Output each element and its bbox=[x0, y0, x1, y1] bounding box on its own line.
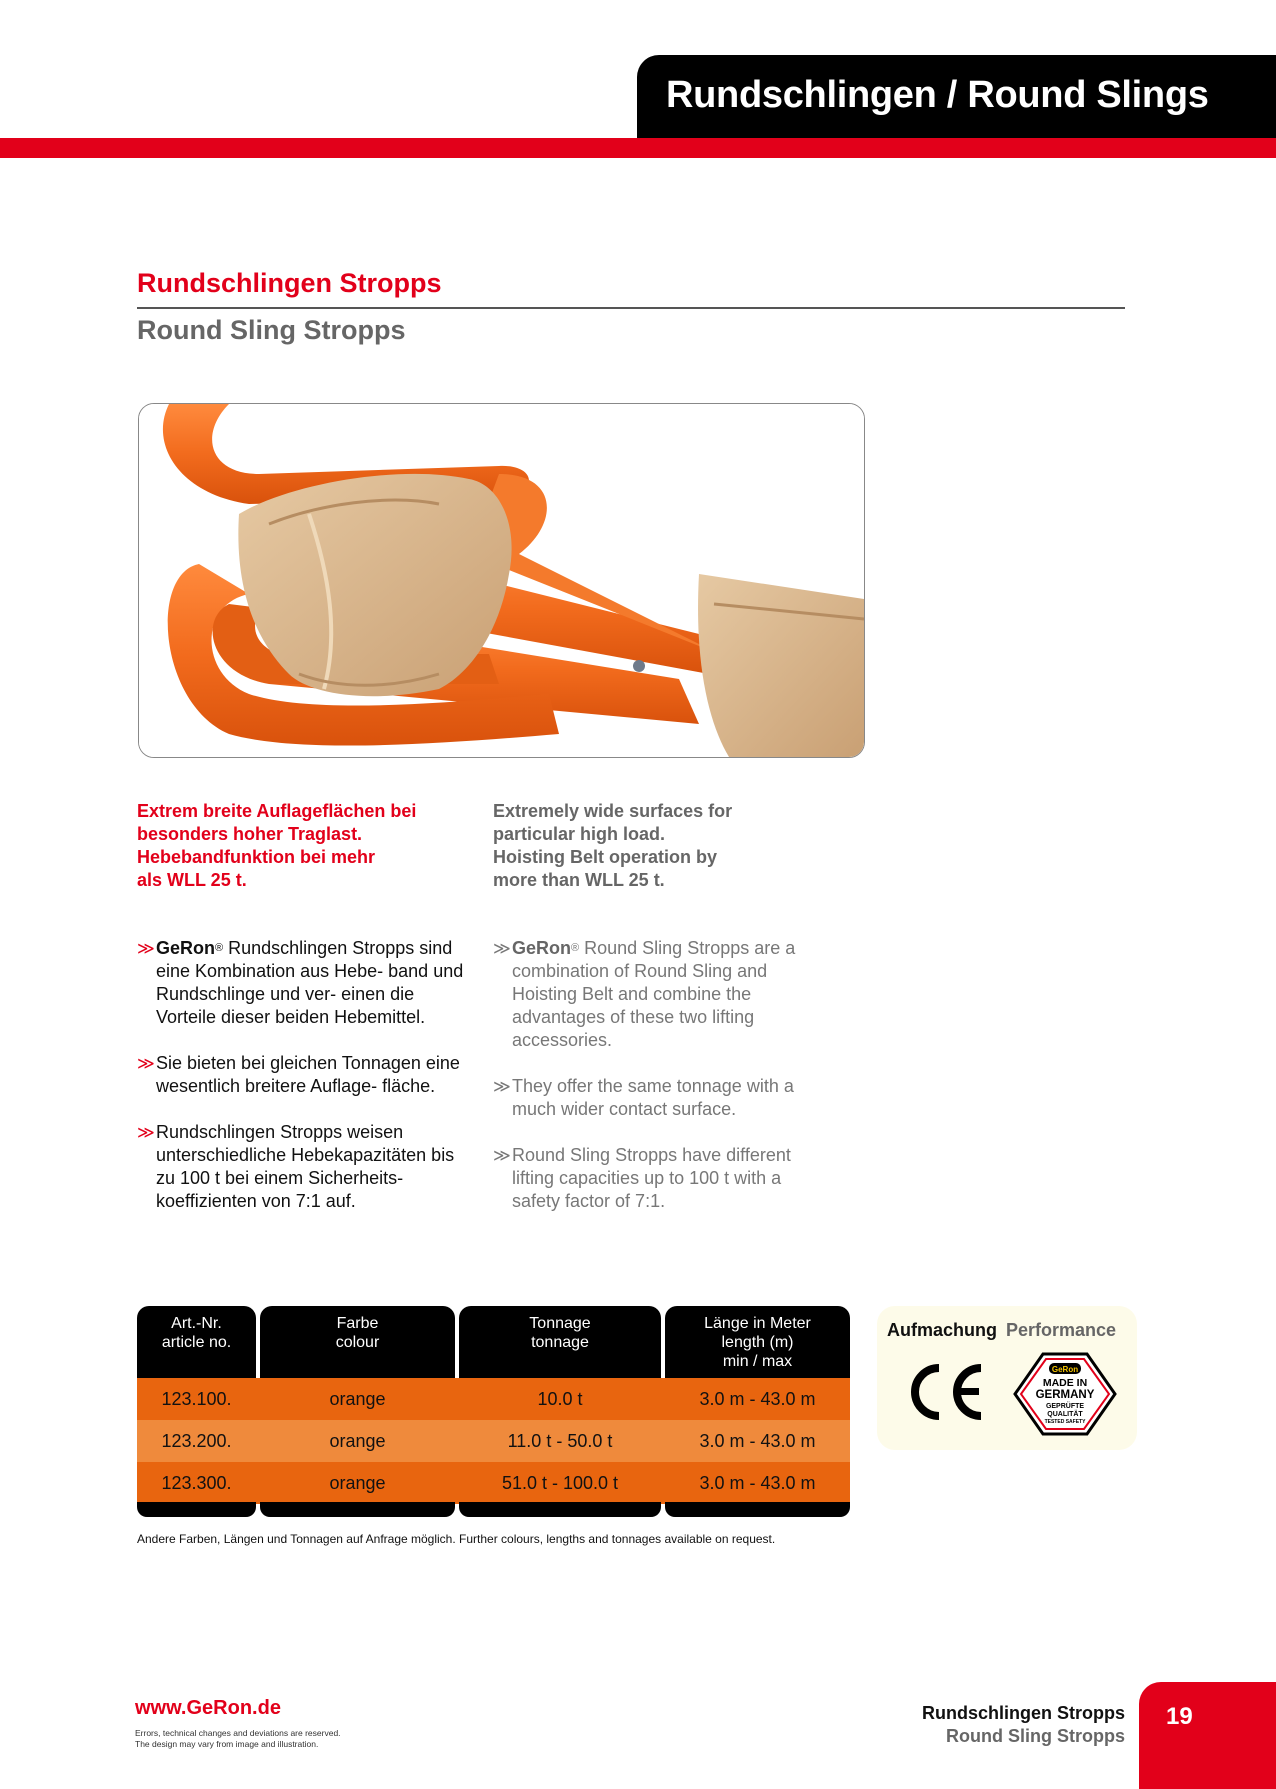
bullet-list-en bbox=[493, 937, 823, 1236]
badge-line: GEPRÜFTE bbox=[1045, 1403, 1085, 1410]
bullet-item bbox=[137, 937, 467, 1029]
badge-line: MADE IN bbox=[1042, 1377, 1088, 1389]
bullet-arrow-icon: ≫ bbox=[493, 939, 511, 958]
bullet-text: Rundschlingen Stropps weisen unterschiedliche Hebekapazitäten bis zu 100 t bei einem Sicherheits- koeffizienten von 7:1 auf. bbox=[156, 1122, 455, 1211]
brand-name: GeRon bbox=[156, 938, 216, 958]
footer-disclaimer bbox=[135, 1728, 341, 1750]
spec-table bbox=[137, 1306, 850, 1521]
header-line: Tonnage bbox=[529, 1315, 591, 1332]
badge-brand: GeRon bbox=[1051, 1365, 1079, 1374]
bullet-item bbox=[493, 1144, 823, 1213]
table-row bbox=[137, 1420, 850, 1462]
cell-article: 123.100. bbox=[161, 1389, 232, 1409]
header-line: article no. bbox=[161, 1334, 232, 1351]
cell-article: 123.300. bbox=[161, 1473, 232, 1493]
ce-mark-icon bbox=[905, 1362, 987, 1422]
cell-article: 123.200. bbox=[161, 1431, 232, 1451]
header-line: min / max bbox=[722, 1353, 793, 1370]
bullet-text: Round Sling Stropps have different lifting capacities up to 100 t with a safety factor of 7:1. bbox=[512, 1145, 791, 1211]
cell-length: 3.0 m - 43.0 m bbox=[699, 1389, 816, 1409]
bullet-arrow-icon: ≫ bbox=[137, 939, 155, 958]
bullet-arrow-icon: ≫ bbox=[493, 1077, 511, 1096]
header-title: Rundschlingen / Round Slings bbox=[666, 74, 1209, 116]
table-footer-cap bbox=[459, 1502, 661, 1517]
registered-mark: ® bbox=[571, 942, 580, 954]
header-line: colour bbox=[335, 1334, 380, 1351]
bullet-item bbox=[137, 1121, 467, 1213]
intro-text-de bbox=[137, 800, 457, 892]
cell-tonnage: 11.0 t - 50.0 t bbox=[507, 1431, 613, 1451]
intro-en-line: Extremely wide surfaces for bbox=[493, 801, 733, 821]
intro-de-line: als WLL 25 t. bbox=[137, 870, 247, 890]
cell-tonnage: 51.0 t - 100.0 t bbox=[501, 1473, 619, 1493]
section-title-en: Round Sling Stropps bbox=[137, 315, 406, 345]
table-row bbox=[137, 1378, 850, 1420]
brand-name: GeRon bbox=[512, 938, 572, 958]
intro-en-line: Hoisting Belt operation by bbox=[493, 847, 718, 867]
made-in-germany-badge-icon bbox=[1013, 1352, 1117, 1436]
cell-colour: orange bbox=[329, 1473, 386, 1493]
product-photo bbox=[138, 403, 865, 758]
performance-label-de: Aufmachung bbox=[887, 1320, 997, 1340]
bullet-arrow-icon: ≫ bbox=[137, 1123, 155, 1142]
registered-mark: ® bbox=[215, 942, 224, 954]
cell-colour: orange bbox=[329, 1431, 386, 1451]
cell-length: 3.0 m - 43.0 m bbox=[699, 1473, 816, 1493]
bullet-item bbox=[493, 1075, 823, 1121]
footer-title-de: Rundschlingen Stropps bbox=[921, 1703, 1125, 1723]
disclaimer-line: The design may vary from image and illustration. bbox=[135, 1739, 319, 1749]
intro-en-line: more than WLL 25 t. bbox=[493, 870, 665, 890]
round-sling-stropp-illustration bbox=[139, 404, 864, 757]
table-footer-cap bbox=[260, 1502, 455, 1517]
page-number: 19 bbox=[1166, 1703, 1193, 1730]
header-line: Art.-Nr. bbox=[171, 1315, 222, 1332]
bullet-text: They offer the same tonnage with a much wider contact surface. bbox=[512, 1076, 794, 1119]
table-row bbox=[137, 1462, 850, 1504]
table-header-colour bbox=[260, 1306, 455, 1378]
header-line: tonnage bbox=[531, 1334, 589, 1351]
bullet-item bbox=[137, 1052, 467, 1098]
cell-length: 3.0 m - 43.0 m bbox=[699, 1431, 816, 1451]
footer-website-link[interactable]: www.GeRon.de bbox=[135, 1697, 281, 1719]
performance-label-en: Performance bbox=[1006, 1320, 1117, 1340]
header-line: length (m) bbox=[721, 1334, 794, 1351]
bullet-arrow-icon: ≫ bbox=[137, 1054, 155, 1073]
header-red-bar bbox=[0, 138, 1276, 158]
header-line: Farbe bbox=[336, 1315, 379, 1332]
bullet-list-de bbox=[137, 937, 467, 1236]
header-line: Länge in Meter bbox=[704, 1315, 811, 1332]
badge-line: TESTED SAFETY bbox=[1044, 1419, 1086, 1425]
table-header-tonnage bbox=[459, 1306, 661, 1378]
intro-de-line: besonders hoher Traglast. bbox=[137, 824, 363, 844]
cell-colour: orange bbox=[329, 1389, 386, 1409]
bullet-text: Round Sling Stropps are a combination of Round Sling and Hoisting Belt and combine the advantages of these two lifting accessories. bbox=[512, 938, 796, 1050]
intro-de-line: Extrem breite Auflageflächen bei bbox=[137, 801, 417, 821]
bullet-item bbox=[493, 937, 823, 1052]
cell-tonnage: 10.0 t bbox=[537, 1389, 583, 1409]
table-footer-cap bbox=[665, 1502, 850, 1517]
footer-title-en: Round Sling Stropps bbox=[946, 1726, 1125, 1746]
page-number-tab bbox=[1139, 1682, 1276, 1789]
intro-en-line: particular high load. bbox=[493, 824, 666, 844]
disclaimer-line: Errors, technical changes and deviations are reserved. bbox=[135, 1728, 341, 1738]
table-footer-cap bbox=[137, 1502, 256, 1517]
intro-text-en bbox=[493, 800, 813, 892]
intro-de-line: Hebebandfunktion bei mehr bbox=[137, 847, 376, 867]
table-footnote: Andere Farben, Längen und Tonnagen auf Anfrage möglich. Further colours, lengths and tonnages available on request. bbox=[137, 1532, 776, 1546]
badge-line: GERMANY bbox=[1035, 1389, 1095, 1401]
bullet-arrow-icon: ≫ bbox=[493, 1146, 511, 1165]
table-header-length bbox=[665, 1306, 850, 1378]
bullet-text: Sie bieten bei gleichen Tonnagen eine wesentlich breitere Auflage- fläche. bbox=[156, 1053, 460, 1096]
table-header-article bbox=[137, 1306, 256, 1378]
section-title-divider bbox=[137, 307, 1125, 309]
section-title-de: Rundschlingen Stropps bbox=[137, 268, 442, 298]
bullet-text: Rundschlingen Stropps sind eine Kombination aus Hebe- band und Rundschlinge und ver- einen die Vorteile dieser beiden Hebemittel. bbox=[156, 938, 464, 1027]
badge-line: QUALITÄT bbox=[1047, 1411, 1083, 1418]
